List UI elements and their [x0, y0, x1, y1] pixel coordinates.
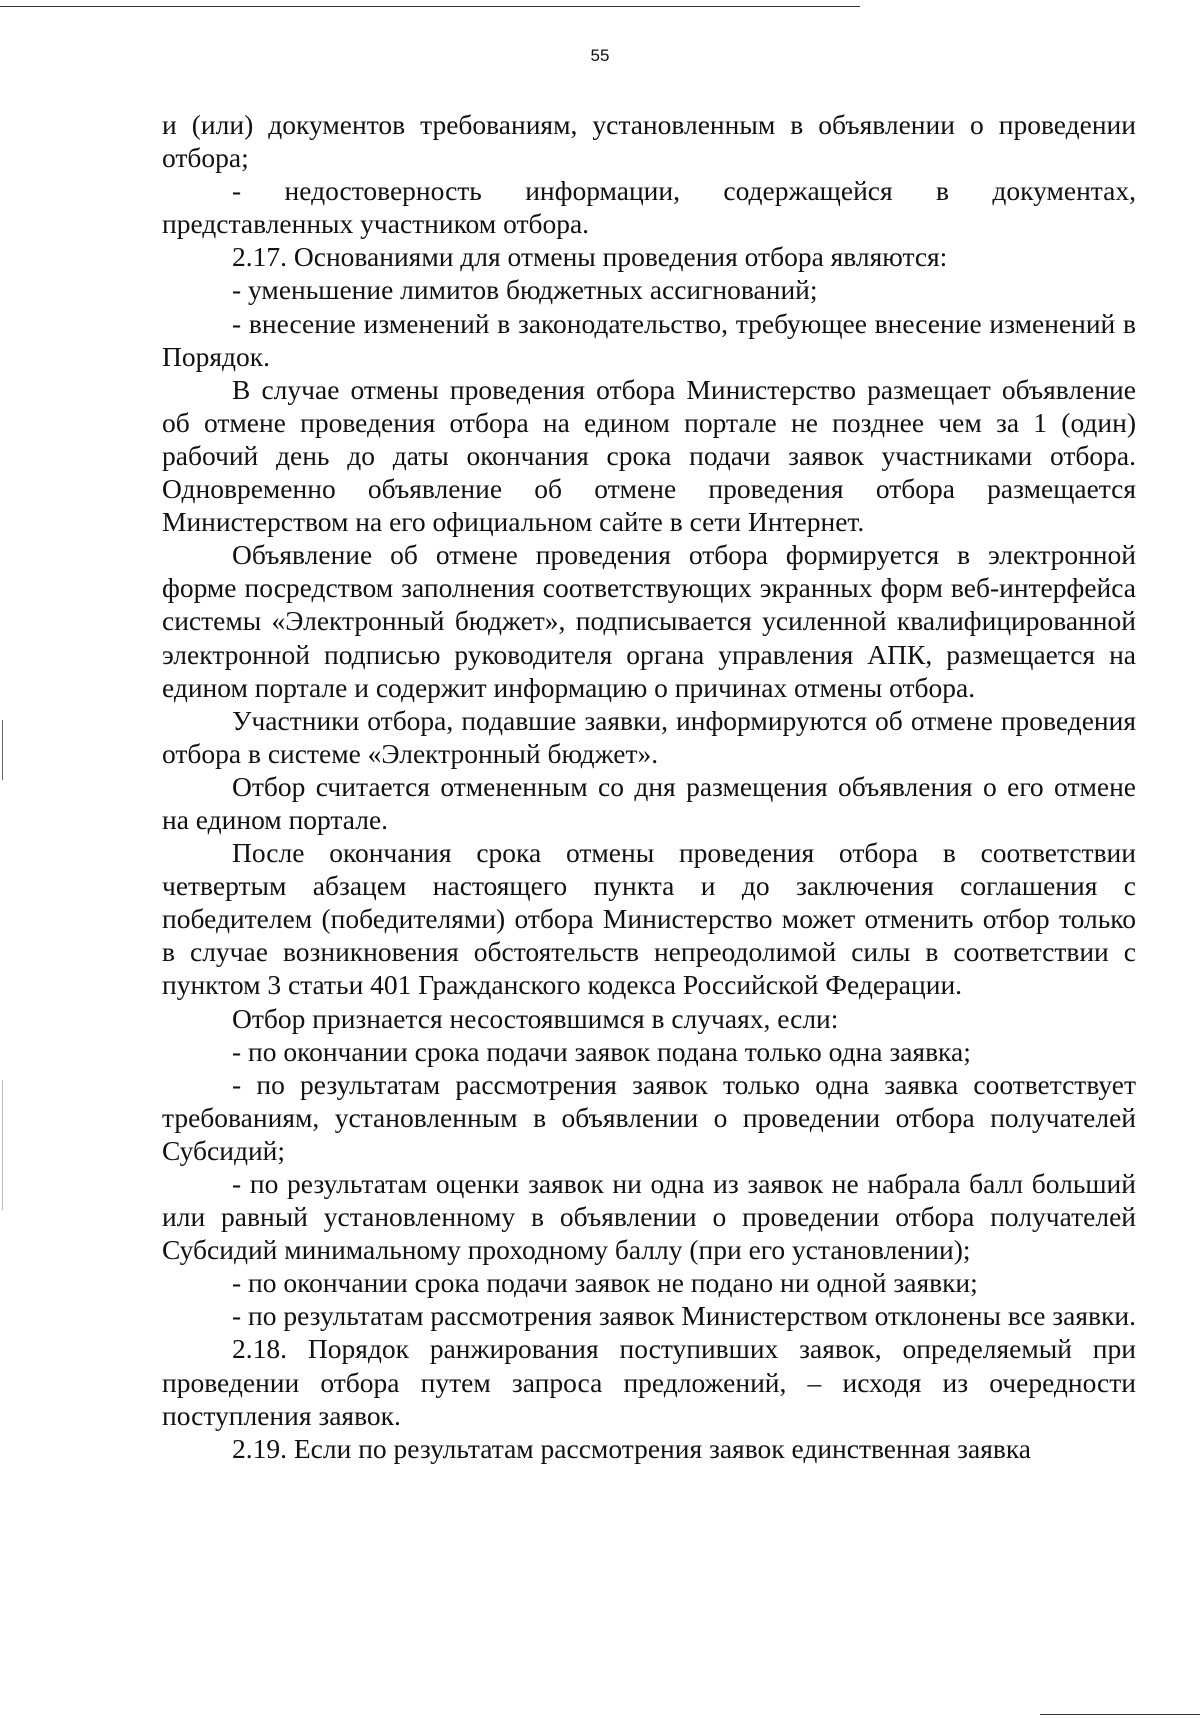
list-item: - по окончании срока подачи заявок не подано ни одной заявки;: [232, 1267, 978, 1299]
paragraph: Отбор считается отмененным со дня размещения объявления о его отмене на едином портале.: [162, 770, 1136, 835]
bottom-scan-edge-line: [1040, 1714, 1200, 1715]
section-heading-paragraph: 2.18. Порядок ранжирования поступивших заявок, определяемый при проведении отбора путем запроса предложений, – исходя из очередности поступления заявок.: [162, 1333, 1136, 1431]
list-item: - внесение изменений в законодательство, требующее внесение изменений в Порядок.: [162, 307, 1136, 372]
paragraph: В случае отмены проведения отбора Министерство размещает объявление об отмене проведения отбора на едином портале не позднее чем за 1 (один) рабочий день до даты окончания срока подачи заявок участниками отбора. Одновременно объявление об отмене проведения отбора размещается Министерством на его официальном сайте в сети Интернет.: [162, 373, 1136, 538]
list-item: - по результатам оценки заявок ни одна из заявок не набрала балл больший или равный установленному в объявлении о проведении отбора получателей Субсидий минимальному проходному баллу (при его установлении);: [162, 1168, 1136, 1266]
section-heading-paragraph: 2.17. Основаниями для отмены проведения отбора являются:: [232, 241, 948, 273]
left-scan-edge-mark: [2, 720, 3, 780]
document-body: [162, 108, 1136, 1465]
paragraph: После окончания срока отмены проведения отбора в соответствии четвертым абзацем настоящего пункта и до заключения соглашения с победителем (победителями) отбора Министерство может отменить отбор только в случае возникновения обстоятельств непреодолимой силы в соответствии с пунктом 3 статьи 401 Гражданского кодекса Российской Федерации.: [162, 837, 1136, 1001]
paragraph: Отбор признается несостоявшимся в случаях, если:: [232, 1002, 839, 1034]
paragraph: Участники отбора, подавшие заявки, информируются об отмене проведения отбора в системе «Электронный бюджет».: [162, 704, 1136, 769]
left-scan-edge-mark-lower: [2, 1080, 3, 1210]
section-heading-paragraph: 2.19. Если по результатам рассмотрения заявок единственная заявка: [232, 1432, 1032, 1464]
paragraph: и (или) документов требованиям, установленным в объявлении о проведении отбора;: [162, 109, 1136, 174]
list-item: - по окончании срока подачи заявок подана только одна заявка;: [232, 1035, 971, 1067]
paragraph: Объявление об отмене проведения отбора формируется в электронной форме посредством заполнения соответствующих экранных форм веб-интерфейса системы «Электронный бюджет», подписывается усиленной квалифицированной электронной подписью руководителя органа управления АПК, размещается на едином портале и содержит информацию о причинах отмены отбора.: [162, 539, 1136, 703]
top-scan-edge-line: [0, 6, 860, 7]
list-item: - уменьшение лимитов бюджетных ассигнований;: [232, 274, 818, 306]
list-item: - по результатам рассмотрения заявок Министерством отклонены все заявки.: [232, 1300, 1136, 1332]
list-item: - по результатам рассмотрения заявок только одна заявка соответствует требованиям, установленным в объявлении о проведении отбора получателей Субсидий;: [162, 1068, 1136, 1166]
page-number: 55: [590, 46, 610, 65]
paragraph: - недостоверность информации, содержащейся в документах, представленных участником отбора.: [162, 175, 1136, 240]
